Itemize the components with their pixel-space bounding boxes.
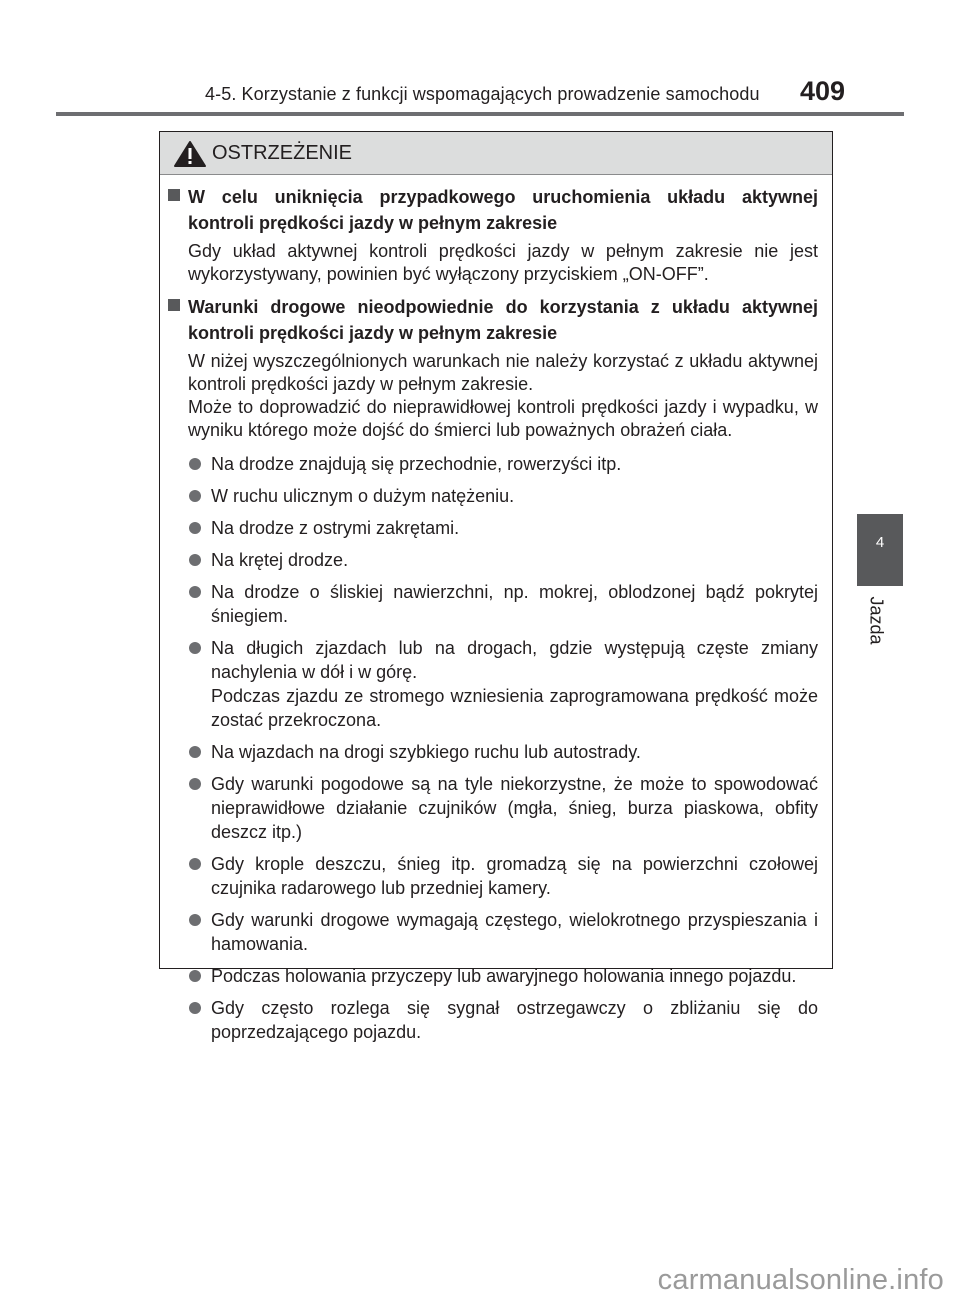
list-item-text: Gdy krople deszczu, śnieg itp. gromadzą się na powierzchni czołowej czujnika radarowego lub przedniej kamery. [211,854,818,898]
bullet-dot-icon [189,458,201,470]
chapter-number: 4 [875,534,885,551]
list-item-text: Na drodze o śliskiej nawierzchni, np. mokrej, oblodzonej bądź pokrytej śniegiem. [211,582,818,626]
warning-body [168,184,818,1052]
list-item-text: Podczas zjazdu ze stromego wzniesienia zaprogramowana prędkość może zostać przekroczona. [211,686,818,730]
chapter-label-text: Jazda [866,596,887,645]
list-item [188,548,818,572]
list-item [188,740,818,764]
bullet-dot-icon [189,586,201,598]
list-item [188,908,818,956]
bullet-dot-icon [189,858,201,870]
warning-triangle-icon [173,140,207,168]
square-bullet-icon [168,189,180,201]
list-item [188,516,818,540]
list-item-text: Gdy często rozlega się sygnał ostrzegawczy o zbliżaniu się do poprzedzającego pojazdu. [211,998,818,1042]
bullet-dot-icon [189,554,201,566]
list-item-text: Na wjazdach na drogi szybkiego ruchu lub autostrady. [211,742,641,762]
bullet-dot-icon [189,914,201,926]
list-item-text: W ruchu ulicznym o dużym natężeniu. [211,486,515,506]
list-item-text: Podczas holowania przyczepy lub awaryjnego holowania innego pojazdu. [211,966,797,986]
list-item [188,852,818,900]
section-title: Warunki drogowe nieodpowiednie do korzystania z układu aktywnej kontroli prędkości jazdy w pełnym zakresie [188,297,818,343]
paragraph-text: Może to doprowadzić do nieprawidłowej kontroli prędkości jazdy i wypadku, w wyniku którego może dojść do śmierci lub poważnych obrażeń ciała. [188,397,818,440]
section-paragraph: Gdy układ aktywnej kontroli prędkości jazdy w pełnym zakresie nie jest wykorzystywany, powinien być wyłączony przyciskiem „ON-OFF”. [188,241,818,284]
list-item-text: Gdy warunki pogodowe są na tyle niekorzystne, że może to spowodować nieprawidłowe działanie czujników (mgła, śnieg, burza piaskowa, obfity deszcz itp.) [211,774,818,842]
bullet-dot-icon [189,1002,201,1014]
bullet-dot-icon [189,970,201,982]
bullet-dot-icon [189,522,201,534]
list-item-text: Gdy warunki drogowe wymagają częstego, wielokrotnego przyspieszania i hamowania. [211,910,818,954]
list-item [188,452,818,476]
list-item-text: Na krętej drodze. [211,550,349,570]
list-item [188,996,818,1044]
page-number: 409 [800,76,846,106]
section-title: W celu uniknięcia przypadkowego uruchomienia układu aktywnej kontroli prędkości jazdy w pełnym zakresie [188,187,818,233]
list-item-text: Na drodze z ostrymi zakrętami. [211,518,460,538]
condition-list [188,452,818,1044]
list-item-text: Na drodze znajdują się przechodnie, rowerzyści itp. [211,454,622,474]
list-item [188,580,818,628]
warning-title: OSTRZEŻENIE [212,142,353,164]
paragraph-text: W niżej wyszczególnionych warunkach nie należy korzystać z układu aktywnej kontroli prędkości jazdy w pełnym zakresie. [188,351,818,394]
warning-section [168,294,818,1044]
warning-header [160,132,832,175]
header-rule [56,112,904,116]
list-item-text: Na długich zjazdach lub na drogach, gdzie występują częste zmiany nachylenia w dół i w górę. [211,638,818,682]
list-item [188,964,818,988]
bullet-dot-icon [189,746,201,758]
watermark: carmanualsonline.info [657,1264,944,1296]
list-item [188,484,818,508]
bullet-dot-icon [189,490,201,502]
list-item [188,772,818,844]
page-header-title: 4-5. Korzystanie z funkcji wspomagających prowadzenie samochodu [205,84,760,104]
chapter-label [863,598,889,646]
bullet-dot-icon [189,778,201,790]
section-paragraph [188,350,818,442]
warning-section [168,184,818,286]
square-bullet-icon [168,299,180,311]
list-item [188,636,818,732]
chapter-tab [857,514,903,586]
bullet-dot-icon [189,642,201,654]
warning-box [159,131,833,1042]
